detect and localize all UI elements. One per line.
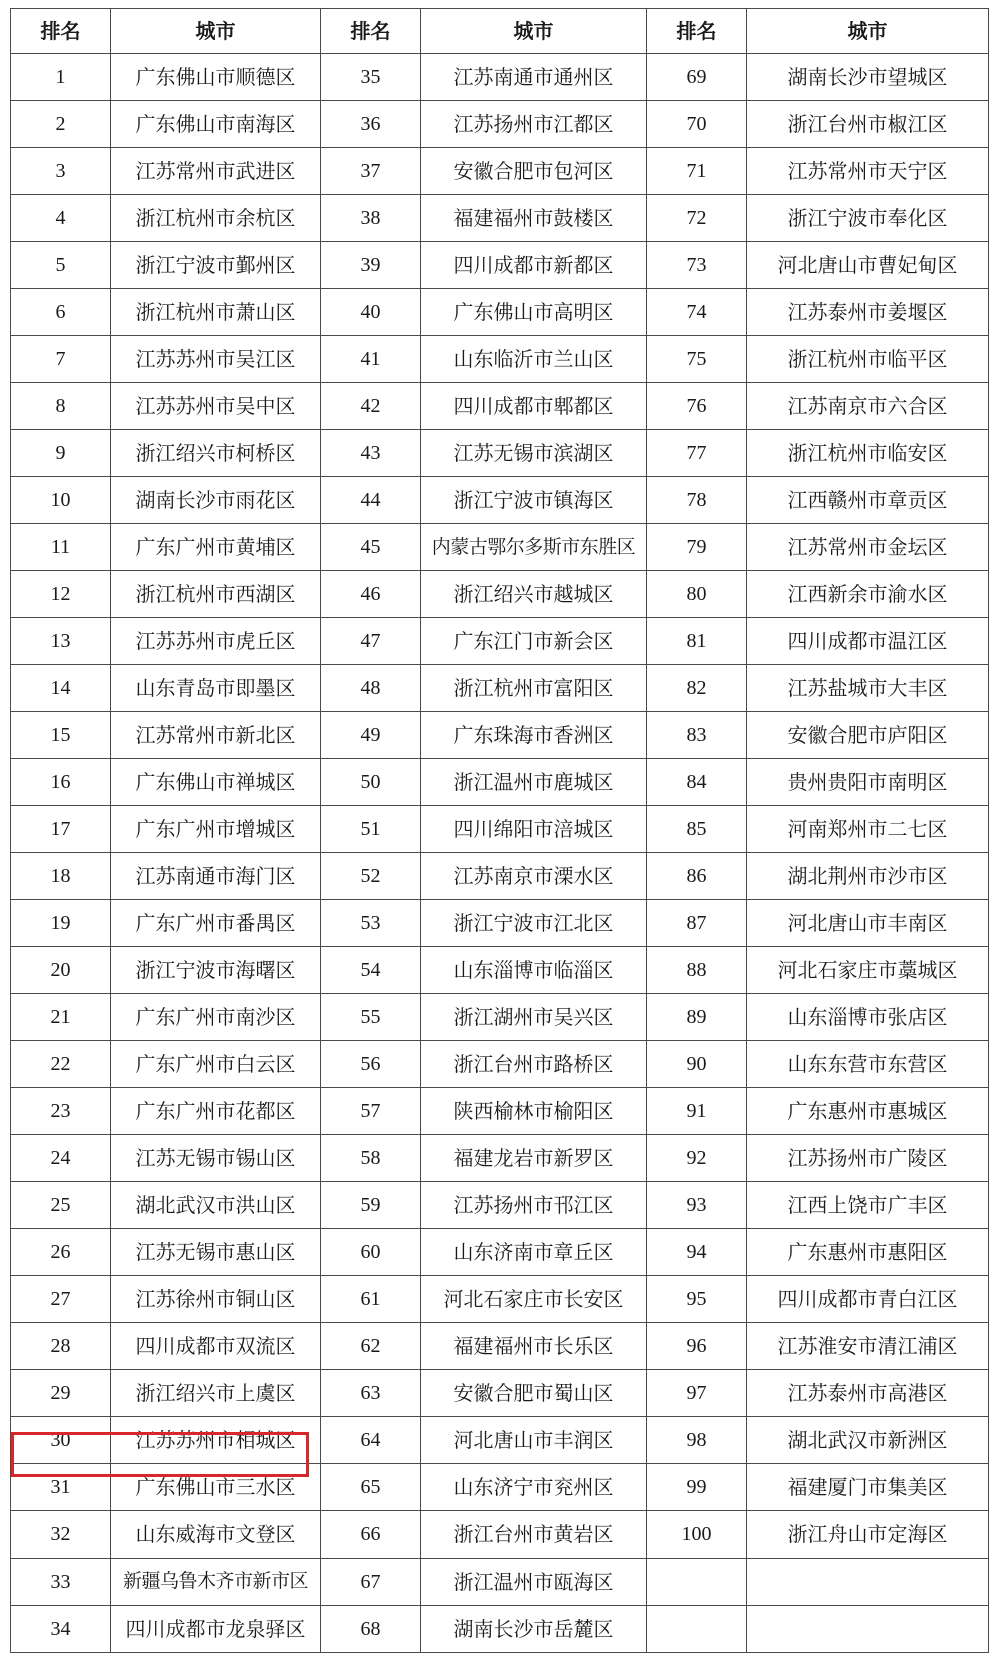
city-cell: 江苏常州市新北区 — [111, 712, 321, 759]
city-cell: 江苏无锡市惠山区 — [111, 1229, 321, 1276]
rank-cell — [647, 1605, 747, 1652]
rank-cell: 51 — [321, 806, 421, 853]
city-cell: 四川成都市新都区 — [421, 242, 647, 289]
table-row — [11, 1088, 989, 1135]
city-cell: 河南郑州市二七区 — [747, 806, 989, 853]
city-cell: 浙江宁波市海曙区 — [111, 947, 321, 994]
header-city-2: 城市 — [421, 9, 647, 54]
rank-cell: 13 — [11, 618, 111, 665]
rank-cell: 8 — [11, 383, 111, 430]
rank-cell: 95 — [647, 1276, 747, 1323]
city-cell: 浙江舟山市定海区 — [747, 1511, 989, 1558]
city-cell: 安徽合肥市蜀山区 — [421, 1370, 647, 1417]
city-cell: 广东广州市南沙区 — [111, 994, 321, 1041]
table-row — [11, 900, 989, 947]
rank-cell: 93 — [647, 1182, 747, 1229]
rank-cell: 80 — [647, 571, 747, 618]
rank-cell: 56 — [321, 1041, 421, 1088]
rank-cell: 69 — [647, 54, 747, 101]
rank-cell: 15 — [11, 712, 111, 759]
rank-cell: 5 — [11, 242, 111, 289]
header-city-1: 城市 — [111, 9, 321, 54]
table-row — [11, 242, 989, 289]
rank-cell: 1 — [11, 54, 111, 101]
header-rank-2: 排名 — [321, 9, 421, 54]
table-row — [11, 1558, 989, 1605]
city-cell: 浙江杭州市富阳区 — [421, 665, 647, 712]
rank-cell: 4 — [11, 195, 111, 242]
city-cell: 江苏扬州市江都区 — [421, 101, 647, 148]
table-row — [11, 994, 989, 1041]
rank-cell — [647, 1558, 747, 1605]
rank-cell: 88 — [647, 947, 747, 994]
rank-cell: 75 — [647, 336, 747, 383]
rank-cell: 38 — [321, 195, 421, 242]
city-cell: 江苏南京市六合区 — [747, 383, 989, 430]
rank-cell: 32 — [11, 1511, 111, 1558]
rank-cell: 14 — [11, 665, 111, 712]
rank-cell: 24 — [11, 1135, 111, 1182]
city-cell: 广东佛山市禅城区 — [111, 759, 321, 806]
rank-cell: 16 — [11, 759, 111, 806]
rank-cell: 60 — [321, 1229, 421, 1276]
rank-cell: 76 — [647, 383, 747, 430]
city-cell: 江苏常州市天宁区 — [747, 148, 989, 195]
rank-cell: 28 — [11, 1323, 111, 1370]
table-row — [11, 1417, 989, 1464]
city-cell: 湖南长沙市岳麓区 — [421, 1605, 647, 1652]
rank-cell: 67 — [321, 1558, 421, 1605]
rank-cell: 29 — [11, 1370, 111, 1417]
header-rank-3: 排名 — [647, 9, 747, 54]
city-cell: 浙江杭州市临安区 — [747, 430, 989, 477]
city-cell: 广东广州市黄埔区 — [111, 524, 321, 571]
rank-cell: 52 — [321, 853, 421, 900]
header-row — [11, 9, 989, 54]
rank-cell: 98 — [647, 1417, 747, 1464]
city-cell: 山东临沂市兰山区 — [421, 336, 647, 383]
rank-cell: 39 — [321, 242, 421, 289]
city-cell: 浙江台州市椒江区 — [747, 101, 989, 148]
table-row — [11, 759, 989, 806]
rank-cell: 37 — [321, 148, 421, 195]
table-row — [11, 1323, 989, 1370]
city-cell: 安徽合肥市包河区 — [421, 148, 647, 195]
rank-cell: 99 — [647, 1464, 747, 1511]
rank-cell: 12 — [11, 571, 111, 618]
table-row — [11, 289, 989, 336]
rank-cell: 84 — [647, 759, 747, 806]
city-cell: 河北唐山市丰润区 — [421, 1417, 647, 1464]
rank-cell: 78 — [647, 477, 747, 524]
city-cell: 福建福州市长乐区 — [421, 1323, 647, 1370]
city-cell: 浙江温州市瓯海区 — [421, 1558, 647, 1605]
city-cell — [747, 1558, 989, 1605]
rank-cell: 83 — [647, 712, 747, 759]
city-cell: 江苏扬州市邗江区 — [421, 1182, 647, 1229]
rank-cell: 31 — [11, 1464, 111, 1511]
table-row — [11, 148, 989, 195]
city-cell: 江苏苏州市相城区 — [111, 1417, 321, 1464]
rank-cell: 77 — [647, 430, 747, 477]
table-row — [11, 618, 989, 665]
rank-cell: 36 — [321, 101, 421, 148]
city-cell: 浙江宁波市镇海区 — [421, 477, 647, 524]
rank-cell: 81 — [647, 618, 747, 665]
rank-cell: 92 — [647, 1135, 747, 1182]
table-row — [11, 947, 989, 994]
rank-cell: 58 — [321, 1135, 421, 1182]
rank-cell: 34 — [11, 1605, 111, 1652]
table-row — [11, 54, 989, 101]
city-cell: 广东惠州市惠阳区 — [747, 1229, 989, 1276]
city-cell: 浙江湖州市吴兴区 — [421, 994, 647, 1041]
table-row — [11, 336, 989, 383]
city-cell: 福建福州市鼓楼区 — [421, 195, 647, 242]
rank-cell: 96 — [647, 1323, 747, 1370]
rank-cell: 6 — [11, 289, 111, 336]
rank-cell: 79 — [647, 524, 747, 571]
table-row — [11, 1276, 989, 1323]
city-cell: 浙江杭州市余杭区 — [111, 195, 321, 242]
table-row — [11, 524, 989, 571]
city-cell: 江苏泰州市高港区 — [747, 1370, 989, 1417]
city-cell: 山东青岛市即墨区 — [111, 665, 321, 712]
table-row — [11, 712, 989, 759]
city-cell: 浙江绍兴市上虞区 — [111, 1370, 321, 1417]
city-cell: 福建龙岩市新罗区 — [421, 1135, 647, 1182]
rank-cell: 74 — [647, 289, 747, 336]
rank-cell: 43 — [321, 430, 421, 477]
rank-cell: 11 — [11, 524, 111, 571]
city-cell: 河北唐山市曹妃甸区 — [747, 242, 989, 289]
table-row — [11, 853, 989, 900]
city-cell: 新疆乌鲁木齐市新市区 — [111, 1558, 321, 1605]
rank-cell: 100 — [647, 1511, 747, 1558]
city-cell: 湖北武汉市新洲区 — [747, 1417, 989, 1464]
city-cell: 山东济南市章丘区 — [421, 1229, 647, 1276]
city-cell: 江苏盐城市大丰区 — [747, 665, 989, 712]
city-cell: 江苏扬州市广陵区 — [747, 1135, 989, 1182]
rank-cell: 22 — [11, 1041, 111, 1088]
rank-cell: 57 — [321, 1088, 421, 1135]
table-row — [11, 1605, 989, 1652]
rank-cell: 40 — [321, 289, 421, 336]
rank-cell: 55 — [321, 994, 421, 1041]
city-cell: 山东淄博市张店区 — [747, 994, 989, 1041]
rank-cell: 65 — [321, 1464, 421, 1511]
city-cell: 江苏苏州市吴中区 — [111, 383, 321, 430]
city-cell: 浙江宁波市鄞州区 — [111, 242, 321, 289]
rank-cell: 25 — [11, 1182, 111, 1229]
city-cell: 福建厦门市集美区 — [747, 1464, 989, 1511]
city-cell — [747, 1605, 989, 1652]
table-body — [11, 54, 989, 1653]
city-cell: 广东佛山市顺德区 — [111, 54, 321, 101]
table-row — [11, 1041, 989, 1088]
city-cell: 广东惠州市惠城区 — [747, 1088, 989, 1135]
rank-cell: 91 — [647, 1088, 747, 1135]
rank-cell: 85 — [647, 806, 747, 853]
rank-cell: 3 — [11, 148, 111, 195]
city-cell: 内蒙古鄂尔多斯市东胜区 — [421, 524, 647, 571]
city-cell: 山东威海市文登区 — [111, 1511, 321, 1558]
city-cell: 江苏苏州市虎丘区 — [111, 618, 321, 665]
city-cell: 四川成都市青白江区 — [747, 1276, 989, 1323]
table-row — [11, 195, 989, 242]
rank-cell: 71 — [647, 148, 747, 195]
rank-cell: 42 — [321, 383, 421, 430]
rank-cell: 10 — [11, 477, 111, 524]
city-cell: 江西赣州市章贡区 — [747, 477, 989, 524]
table-row — [11, 477, 989, 524]
city-cell: 湖南长沙市望城区 — [747, 54, 989, 101]
rank-cell: 9 — [11, 430, 111, 477]
city-cell: 四川成都市温江区 — [747, 618, 989, 665]
city-cell: 江苏常州市金坛区 — [747, 524, 989, 571]
table-row — [11, 383, 989, 430]
city-cell: 浙江宁波市奉化区 — [747, 195, 989, 242]
city-cell: 浙江绍兴市越城区 — [421, 571, 647, 618]
city-cell: 广东佛山市南海区 — [111, 101, 321, 148]
city-cell: 浙江台州市路桥区 — [421, 1041, 647, 1088]
city-cell: 广东广州市白云区 — [111, 1041, 321, 1088]
rank-cell: 20 — [11, 947, 111, 994]
city-cell: 贵州贵阳市南明区 — [747, 759, 989, 806]
rank-cell: 64 — [321, 1417, 421, 1464]
table-row — [11, 1229, 989, 1276]
city-cell: 山东济宁市兖州区 — [421, 1464, 647, 1511]
rank-cell: 17 — [11, 806, 111, 853]
rank-cell: 86 — [647, 853, 747, 900]
rank-cell: 21 — [11, 994, 111, 1041]
rank-cell: 97 — [647, 1370, 747, 1417]
rank-cell: 70 — [647, 101, 747, 148]
city-cell: 江苏南通市通州区 — [421, 54, 647, 101]
city-cell: 四川成都市龙泉驿区 — [111, 1605, 321, 1652]
table-row — [11, 101, 989, 148]
city-cell: 河北石家庄市藁城区 — [747, 947, 989, 994]
table-row — [11, 1464, 989, 1511]
city-cell: 四川成都市双流区 — [111, 1323, 321, 1370]
rank-cell: 59 — [321, 1182, 421, 1229]
rank-cell: 45 — [321, 524, 421, 571]
city-cell: 安徽合肥市庐阳区 — [747, 712, 989, 759]
ranking-table-container — [10, 8, 988, 1653]
rank-cell: 27 — [11, 1276, 111, 1323]
city-cell: 陕西榆林市榆阳区 — [421, 1088, 647, 1135]
rank-cell: 30 — [11, 1417, 111, 1464]
city-cell: 四川成都市郫都区 — [421, 383, 647, 430]
city-cell: 江西新余市渝水区 — [747, 571, 989, 618]
rank-cell: 47 — [321, 618, 421, 665]
city-cell: 广东珠海市香洲区 — [421, 712, 647, 759]
rank-cell: 89 — [647, 994, 747, 1041]
city-cell: 江西上饶市广丰区 — [747, 1182, 989, 1229]
city-cell: 山东东营市东营区 — [747, 1041, 989, 1088]
city-cell: 江苏南通市海门区 — [111, 853, 321, 900]
table-row — [11, 806, 989, 853]
city-ranking-table — [10, 8, 989, 1653]
rank-cell: 72 — [647, 195, 747, 242]
city-cell: 四川绵阳市涪城区 — [421, 806, 647, 853]
city-cell: 浙江台州市黄岩区 — [421, 1511, 647, 1558]
rank-cell: 68 — [321, 1605, 421, 1652]
header-rank-1: 排名 — [11, 9, 111, 54]
table-row — [11, 571, 989, 618]
city-cell: 山东淄博市临淄区 — [421, 947, 647, 994]
table-row — [11, 430, 989, 477]
city-cell: 河北唐山市丰南区 — [747, 900, 989, 947]
city-cell: 河北石家庄市长安区 — [421, 1276, 647, 1323]
city-cell: 广东佛山市三水区 — [111, 1464, 321, 1511]
table-row — [11, 665, 989, 712]
city-cell: 江苏无锡市锡山区 — [111, 1135, 321, 1182]
table-row — [11, 1135, 989, 1182]
rank-cell: 73 — [647, 242, 747, 289]
city-cell: 江苏泰州市姜堰区 — [747, 289, 989, 336]
rank-cell: 35 — [321, 54, 421, 101]
city-cell: 浙江杭州市萧山区 — [111, 289, 321, 336]
city-cell: 浙江绍兴市柯桥区 — [111, 430, 321, 477]
rank-cell: 18 — [11, 853, 111, 900]
rank-cell: 63 — [321, 1370, 421, 1417]
city-cell: 江苏淮安市清江浦区 — [747, 1323, 989, 1370]
table-row — [11, 1182, 989, 1229]
table-header — [11, 9, 989, 54]
rank-cell: 23 — [11, 1088, 111, 1135]
rank-cell: 44 — [321, 477, 421, 524]
city-cell: 江苏无锡市滨湖区 — [421, 430, 647, 477]
city-cell: 浙江宁波市江北区 — [421, 900, 647, 947]
city-cell: 广东江门市新会区 — [421, 618, 647, 665]
header-city-3: 城市 — [747, 9, 989, 54]
city-cell: 江苏徐州市铜山区 — [111, 1276, 321, 1323]
city-cell: 湖北荆州市沙市区 — [747, 853, 989, 900]
rank-cell: 49 — [321, 712, 421, 759]
rank-cell: 41 — [321, 336, 421, 383]
rank-cell: 54 — [321, 947, 421, 994]
rank-cell: 2 — [11, 101, 111, 148]
rank-cell: 87 — [647, 900, 747, 947]
city-cell: 江苏常州市武进区 — [111, 148, 321, 195]
rank-cell: 53 — [321, 900, 421, 947]
city-cell: 湖南长沙市雨花区 — [111, 477, 321, 524]
rank-cell: 26 — [11, 1229, 111, 1276]
rank-cell: 50 — [321, 759, 421, 806]
city-cell: 湖北武汉市洪山区 — [111, 1182, 321, 1229]
city-cell: 广东广州市花都区 — [111, 1088, 321, 1135]
rank-cell: 61 — [321, 1276, 421, 1323]
city-cell: 广东广州市番禺区 — [111, 900, 321, 947]
rank-cell: 48 — [321, 665, 421, 712]
table-row — [11, 1511, 989, 1558]
table-row — [11, 1370, 989, 1417]
rank-cell: 19 — [11, 900, 111, 947]
city-cell: 浙江杭州市临平区 — [747, 336, 989, 383]
city-cell: 浙江杭州市西湖区 — [111, 571, 321, 618]
city-cell: 江苏苏州市吴江区 — [111, 336, 321, 383]
rank-cell: 33 — [11, 1558, 111, 1605]
rank-cell: 94 — [647, 1229, 747, 1276]
rank-cell: 7 — [11, 336, 111, 383]
rank-cell: 46 — [321, 571, 421, 618]
city-cell: 广东佛山市高明区 — [421, 289, 647, 336]
city-cell: 浙江温州市鹿城区 — [421, 759, 647, 806]
city-cell: 广东广州市增城区 — [111, 806, 321, 853]
city-cell: 江苏南京市溧水区 — [421, 853, 647, 900]
rank-cell: 62 — [321, 1323, 421, 1370]
rank-cell: 66 — [321, 1511, 421, 1558]
rank-cell: 82 — [647, 665, 747, 712]
rank-cell: 90 — [647, 1041, 747, 1088]
